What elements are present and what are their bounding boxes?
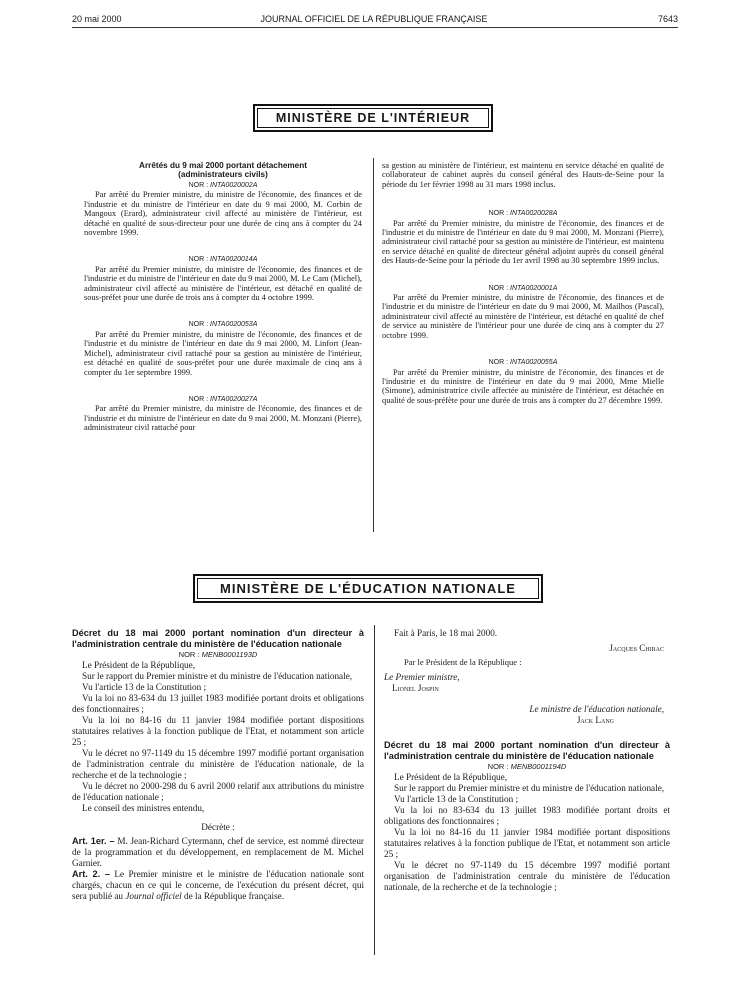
- decret-para: Vu la loi no 84-16 du 11 janvier 1984 modifiée portant dispositions statutaires relatives à la fonction publique de l'Etat, et notamment son article 25 ;: [72, 715, 364, 747]
- section-title-education: [193, 574, 543, 603]
- arrete-continuation: sa gestion au ministère de l'intérieur, est maintenu en service détaché en qualité de collaborateur de cabinet auprès du conseil général des Hauts-de-Seine pour la période du 1er février 1998 au 31 mars 1998 inclus.: [382, 161, 664, 189]
- arretes-heading: Arrêtés du 9 mai 2000 portant détachement: [139, 161, 307, 170]
- arrete-text: Par arrêté du Premier ministre, du ministre de l'économie, des finances et de l'industrie et du ministre de l'intérieur en date du 9 mai 2000, M. Monzani (Pierre), administrateur civil rattaché pour: [84, 404, 362, 433]
- column-divider: [374, 625, 375, 955]
- nor-line: [84, 255, 362, 264]
- arrete-text: Par arrêté du Premier ministre, du ministre de l'économie, des finances et de l'industrie et du ministre de l'intérieur en date du 9 mai 2000, M. Mailhos (Pascal), administrateur civil affecté au ministère de l'intérieur, est détaché en qualité de chef de service au ministère de l'intérieur pour une durée de cinq ans à compter du 27 octobre 1999.: [382, 293, 664, 340]
- decret-title: Décret du 18 mai 2000 portant nomination d'un directeur à l'administration centrale du ministère de l'éducation nationale: [384, 740, 670, 761]
- pm-name: Lionel Jospin: [392, 683, 439, 693]
- article-text: de la République française.: [184, 891, 285, 901]
- section-title-text: MINISTÈRE DE L'INTÉRIEUR: [275, 111, 471, 125]
- pm-title-text: Le Premier ministre,: [384, 672, 460, 682]
- education-right-column: [384, 628, 670, 893]
- arrete-text: Par arrêté du Premier ministre, du ministre de l'économie, des finances et de l'industrie et du ministre de l'intérieur en date du 9 mai 2000, M. Le Cam (Michel), administrateur civil affecté au ministère de l'intérieur, est détaché en qualité de sous-préfet pour une durée de trois ans à compter du 4 octobre 1999.: [84, 264, 362, 303]
- title-box-inner-border: [257, 108, 489, 128]
- article-text: Le Premier ministre et le ministre de l'éducation nationale sont chargés, chacun en ce qui le concerne, de l'exécution du présent décret, qui sera publié au: [72, 869, 364, 901]
- nor-label: NOR :: [488, 284, 509, 292]
- nor-label: NOR :: [488, 359, 509, 367]
- article-label: Art. 2. –: [72, 869, 110, 879]
- decret-para: Vu l'article 13 de la Constitution ;: [82, 682, 207, 692]
- nor-label: NOR :: [487, 762, 509, 771]
- decret-para: Vu le décret no 97-1149 du 15 décembre 1997 modifié portant organisation de l'administration centrale du ministère de l'éducation nationale, de la recherche et de la technologie ;: [384, 860, 670, 892]
- interieur-right-column: [382, 161, 664, 405]
- decret-para: Le conseil des ministres entendu,: [82, 803, 205, 813]
- arrete-text: Par arrêté du Premier ministre, du ministre de l'économie, des finances et de l'industrie et du ministre de l'intérieur en date du 9 mai 2000, M. Monzani (Pierre), administrateur civil rattaché pour sa gestion au ministère de l'intérieur, est maintenu en service détaché en qualité de directeur général adjoint auprès du conseil général des Hauts-de-Seine pour la période du 1er avril 1998 au 30 septembre 1999 inclus.: [382, 218, 664, 266]
- header-rule: [72, 27, 678, 28]
- decret-para: Sur le rapport du Premier ministre et du ministre de l'éducation nationale,: [394, 783, 665, 793]
- decret-para: Vu la loi no 84-16 du 11 janvier 1984 modifiée portant dispositions statutaires relatives à la fonction publique de l'Etat, et notamment son article 25 ;: [384, 827, 670, 859]
- nor-code: INTA0020028A: [510, 210, 558, 218]
- minister-name: Jack Lang: [576, 715, 614, 725]
- journal-officiel-italic: Journal officiel: [125, 891, 182, 901]
- nor-label: NOR :: [188, 182, 209, 189]
- article-text: M. Jean-Richard Cytermann, chef de service, est nommé directeur de la programmation et du développement, en remplacement de M. Michel Garnier.: [72, 836, 364, 868]
- arretes-subheading: (administrateurs civils): [178, 170, 268, 179]
- nor-line: [384, 761, 670, 772]
- decrete-line: Décrète :: [201, 822, 235, 832]
- decret-para: Vu la loi no 83-634 du 13 juillet 1983 modifiée portant droits et obligations des fonctionnaires ;: [384, 805, 670, 826]
- article-2: [72, 869, 364, 902]
- nor-line: [382, 209, 664, 218]
- decret-para: Le Président de la République,: [394, 772, 508, 782]
- column-divider: [373, 158, 374, 532]
- nor-code: INTA0020002A: [210, 182, 258, 189]
- minister-title: [384, 704, 670, 715]
- nor-label: NOR :: [488, 210, 509, 218]
- page-number: 7643: [657, 14, 678, 24]
- arrete-text: Par arrêté du Premier ministre, du ministre de l'économie, des finances et de l'industrie et du ministre de l'intérieur en date du 9 mai 2000, M. Linfort (Jean-Michel), administrateur civil rattaché pour sa gestion au ministère de l'intérieur, est détaché en qualité de sous-préfet pour une durée maximale de cinq ans à compter du 1er septembre 1999.: [84, 329, 362, 377]
- nor-code: INTA0020053A: [210, 321, 258, 329]
- decret-title: Décret du 18 mai 2000 portant nomination d'un directeur à l'administration centrale du ministère de l'éducation nationale: [72, 628, 364, 649]
- decret-para: Vu la loi no 83-634 du 13 juillet 1983 modifiée portant droits et obligations des fonctionnaires ;: [72, 693, 364, 714]
- nor-line: [382, 358, 664, 367]
- nor-line: [72, 649, 364, 660]
- nor-label: NOR :: [188, 395, 209, 403]
- nor-line: [84, 181, 362, 190]
- nor-code: INTA0020014A: [210, 256, 258, 264]
- journal-title: JOURNAL OFFICIEL DE LA RÉPUBLIQUE FRANÇAISE: [260, 14, 488, 24]
- decret-para: Vu le décret no 2000-298 du 6 avril 2000 relatif aux attributions du ministre de l'éducation nationale ;: [72, 781, 364, 802]
- decret-para: Vu le décret no 97-1149 du 15 décembre 1997 modifié portant organisation de l'administration centrale du ministère de l'éducation nationale, de la recherche et de la technologie ;: [72, 748, 364, 780]
- minister-title-text: Le ministre de l'éducation nationale,: [529, 704, 664, 714]
- decret-para: Le Président de la République,: [82, 660, 196, 670]
- nor-code: INTA0020027A: [210, 395, 258, 403]
- decret-para: Vu l'article 13 de la Constitution ;: [394, 794, 519, 804]
- par-president: Par le Président de la République :: [404, 657, 522, 667]
- nor-label: NOR :: [178, 650, 200, 659]
- decret-para: Sur le rapport du Premier ministre et du ministre de l'éducation nationale,: [82, 671, 353, 681]
- nor-code: INTA0020055A: [510, 359, 558, 367]
- fait-line: Fait à Paris, le 18 mai 2000.: [394, 628, 498, 638]
- nor-line: [382, 284, 664, 293]
- section-title-interieur: [253, 104, 493, 132]
- pm-title: [384, 672, 670, 683]
- nor-code: INTA0020001A: [510, 284, 558, 292]
- education-left-column: [72, 628, 364, 902]
- nor-code: MENB0001193D: [201, 650, 258, 659]
- nor-label: NOR :: [188, 321, 209, 329]
- arrete-text: Par arrêté du Premier ministre, du ministre de l'économie, des finances et de l'industrie et du ministre de l'intérieur en date du 9 mai 2000, M. Corbin de Mangoux (Erard), administrateur civil affecté au ministère de l'intérieur, est détaché en qualité de sous-directeur pour une durée de cinq ans à compter du 24 novembre 1999.: [84, 190, 362, 238]
- nor-code: MENB0001194D: [510, 762, 567, 771]
- nor-line: [84, 320, 362, 329]
- nor-label: NOR :: [188, 256, 209, 264]
- title-box-inner-border: [197, 578, 539, 599]
- signer-name: Jacques Chirac: [609, 643, 664, 653]
- article-label: Art. 1er. –: [72, 836, 115, 846]
- arrete-text: Par arrêté du Premier ministre, du ministre de l'économie, des finances et de l'industrie et du ministre de l'intérieur en date du 9 mai 2000, Mme Mielle (Simone), administratrice civile affectée au ministère de l'intérieur, est détachée en qualité de sous-préfète pour une durée de trois ans à compter du 27 décembre 1999.: [382, 367, 664, 405]
- section-title-text: MINISTÈRE DE L'ÉDUCATION NATIONALE: [220, 581, 516, 596]
- header-date: 20 mai 2000: [72, 14, 122, 24]
- interieur-left-column: [84, 161, 362, 433]
- nor-line: [84, 395, 362, 404]
- article-1: [72, 836, 364, 869]
